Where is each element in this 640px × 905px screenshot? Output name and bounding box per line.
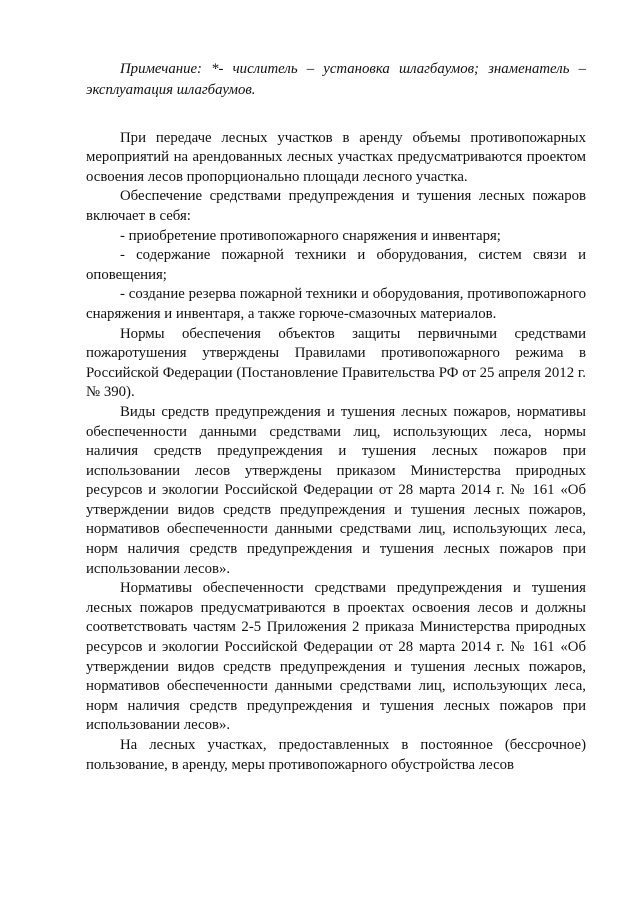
paragraph-order-161: Виды средств предупреждения и тушения лесных пожаров, нормативы обеспеченности данными средствами лиц, использующих леса, нормы наличия средств предупреждения и тушения лесных пожаров при использовании лесов утверждены приказом Министерства природных ресурсов и экологии Российской Федерации от 28 марта 2014 г. № 161 «Об утверждении видов средств предупреждения и тушения лесных пожаров, нормативов обеспеченности данными средствами лиц, использующих леса, норм наличия средств предупреждения и тушения лесных пожаров при использовании лесов». xyxy=(86,403,586,577)
list-item-reserve: - создание резерва пожарной техники и оборудования, противопожарного снаряжения и инвентаря, а также горюче-смазочных материалов. xyxy=(86,286,586,322)
list-item-maintenance: - содержание пожарной техники и оборудования, систем связи и оповещения; xyxy=(86,247,586,283)
paragraph-forest-plots: На лесных участках, предоставленных в постоянное (бессрочное) пользование, в аренду, меры противопожарного обустройства лесов xyxy=(86,737,586,773)
paragraph-standards: Нормативы обеспеченности средствами предупреждения и тушения лесных пожаров предусматриваются в проектах освоения лесов и должны соответствовать частям 2-5 Приложения 2 приказа Министерства природных ресурсов и экологии Российской Федерации от 28 марта 2014 г. № 161 «Об утверждении видов средств предупреждения и тушения лесных пожаров, нормативов обеспеченности данными средствами лиц, использующих леса, норм наличия средств предупреждения и тушения лесных пожаров при использовании лесов». xyxy=(86,580,586,734)
paragraph-norms: Нормы обеспечения объектов защиты первичными средствами пожаротушения утверждены Правилами противопожарного режима в Российской Федерации (Постановление Правительства РФ от 25 апреля 2012 г. № 390). xyxy=(86,325,586,401)
list-item-acquisition: - приобретение противопожарного снаряжения и инвентаря; xyxy=(120,227,501,244)
paragraph-lease-volumes: При передаче лесных участков в аренду объемы противопожарных мероприятий на арендованных лесных участках предусматриваются проектом освоения лесов пропорционально площади лесного участка. xyxy=(86,129,586,185)
paragraph-means-intro: Обеспечение средствами предупреждения и тушения лесных пожаров включает в себя: xyxy=(86,188,586,224)
table-footnote: Примечание: *- числитель – установка шлагбаумов; знаменатель – эксплуатация шлагбаумов. xyxy=(86,61,586,98)
